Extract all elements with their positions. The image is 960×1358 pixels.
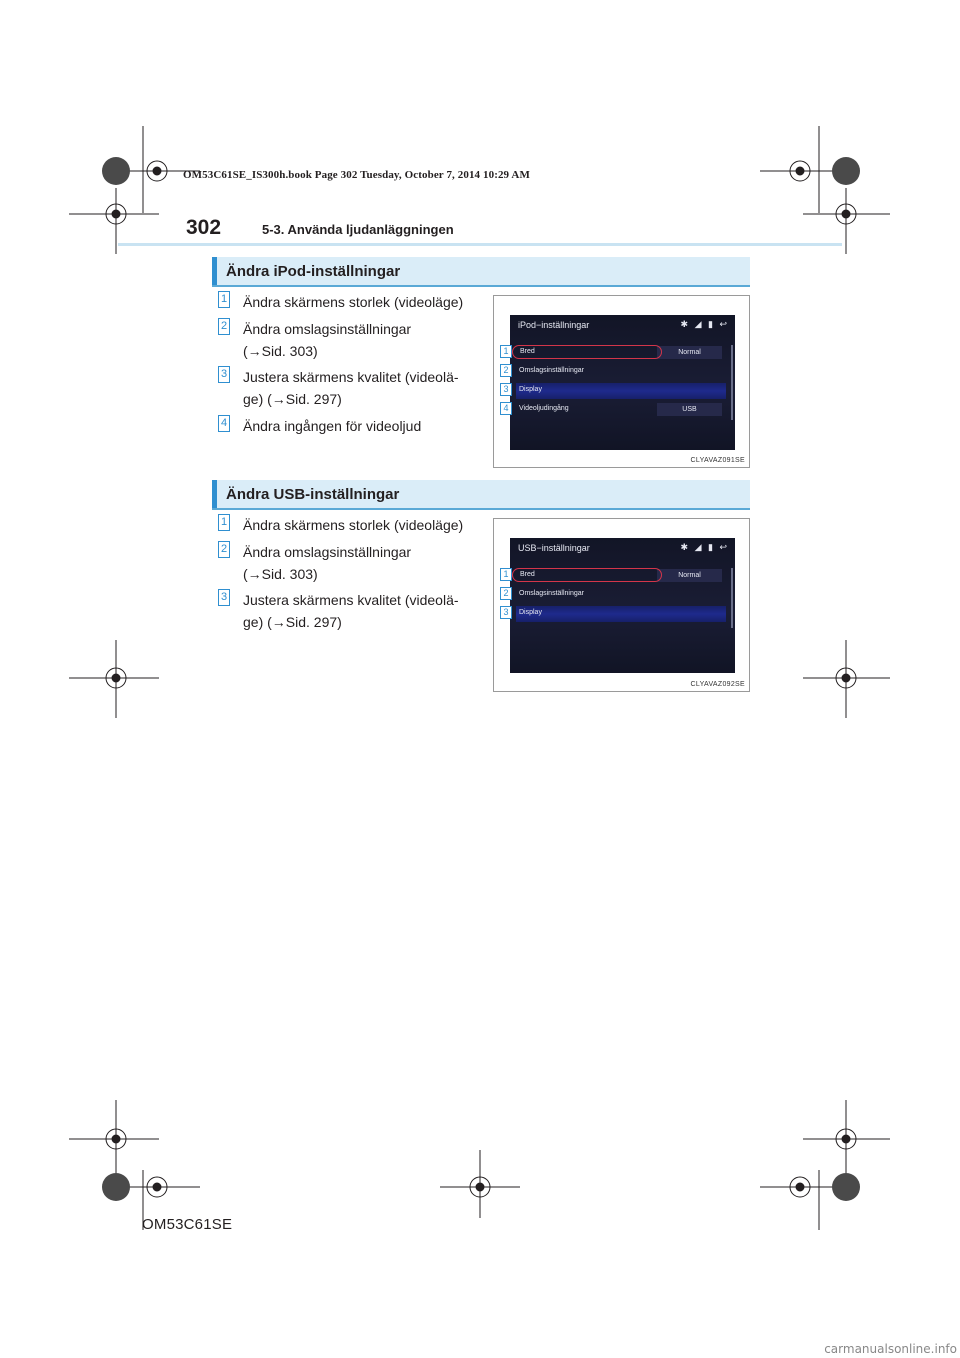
setting-value: Normal: [657, 346, 722, 359]
list-item: [218, 415, 476, 437]
setting-label: Videoljudingång: [519, 405, 569, 412]
section-heading-text: Ändra USB-inställningar: [226, 486, 400, 503]
list-item: [218, 589, 476, 633]
scrollbar[interactable]: [731, 345, 733, 420]
item-text: Ändra omslagsinställningar: [243, 544, 412, 560]
item-number: 3: [218, 366, 230, 383]
setting-value: USB: [657, 403, 722, 416]
setting-label: Display: [519, 386, 542, 393]
setting-row-omslag[interactable]: [516, 587, 726, 603]
setting-row-videoljud[interactable]: [516, 402, 726, 418]
section-heading-ipod: [212, 257, 750, 287]
item-text-line2: ge) (→Sid. 297): [243, 614, 342, 630]
display-screen: [510, 315, 735, 450]
display-screen: [510, 538, 735, 673]
callout-4: 4: [500, 402, 512, 415]
setting-label: Omslagsinställningar: [519, 367, 584, 374]
watermark: carmanualsonline.info: [824, 1342, 957, 1356]
item-number: 2: [218, 541, 230, 558]
screen-title: USB−inställningar: [518, 543, 590, 553]
section-title: 5-3. Använda ljudanläggningen: [262, 222, 454, 237]
screen-title: iPod−inställningar: [518, 320, 590, 330]
header-rule: [118, 243, 842, 246]
image-caption: CLYAVAZ092SE: [690, 681, 745, 688]
print-header: OM53C61SE_IS300h.book Page 302 Tuesday, October 7, 2014 10:29 AM: [183, 169, 530, 181]
setting-row-omslag[interactable]: [516, 364, 726, 380]
ipod-settings-screenshot: [493, 295, 750, 468]
image-caption: CLYAVAZ091SE: [690, 457, 745, 464]
callout-2: 2: [500, 364, 512, 377]
heading-bar: [212, 257, 217, 285]
list-item: [218, 318, 476, 362]
footer-code: OM53C61SE: [142, 1216, 233, 1233]
section-heading-usb: [212, 480, 750, 510]
item-text-line2: ge) (→Sid. 297): [243, 391, 342, 407]
callout-3: 3: [500, 383, 512, 396]
item-number: 1: [218, 291, 230, 308]
item-number: 1: [218, 514, 230, 531]
item-number: 4: [218, 415, 230, 432]
item-text-line2: (→Sid. 303): [243, 343, 318, 359]
list-item: [218, 541, 476, 585]
setting-label: Bred: [520, 571, 535, 578]
item-text: Ändra ingången för videoljud: [243, 418, 422, 434]
callout-1: 1: [500, 568, 512, 581]
list-item: [218, 366, 476, 410]
setting-row-display[interactable]: [516, 606, 726, 622]
status-icons: ✱ ◢ ▮ ↩: [680, 319, 729, 329]
setting-label: Omslagsinställningar: [519, 590, 584, 597]
setting-label: Display: [519, 609, 542, 616]
setting-label: Bred: [520, 348, 535, 355]
callout-2: 2: [500, 587, 512, 600]
item-text: Ändra skärmens storlek (videoläge): [243, 517, 464, 533]
item-text: Ändra skärmens storlek (videoläge): [243, 294, 464, 310]
scrollbar[interactable]: [731, 568, 733, 628]
setting-value: Normal: [657, 569, 722, 582]
page-number: 302: [186, 216, 222, 239]
callout-3: 3: [500, 606, 512, 619]
item-number: 3: [218, 589, 230, 606]
item-text: Ändra omslagsinställningar: [243, 321, 412, 337]
list-item: [218, 514, 476, 536]
highlight-oval: [512, 568, 662, 582]
status-icons: ✱ ◢ ▮ ↩: [680, 542, 729, 552]
item-text: Justera skärmens kvalitet (videolä-: [243, 592, 459, 608]
list-item: [218, 291, 476, 313]
highlight-oval: [512, 345, 662, 359]
section-heading-text: Ändra iPod-inställningar: [226, 263, 401, 280]
item-number: 2: [218, 318, 230, 335]
item-text-line2: (→Sid. 303): [243, 566, 318, 582]
usb-settings-screenshot: [493, 518, 750, 692]
heading-bar: [212, 480, 217, 508]
item-text: Justera skärmens kvalitet (videolä-: [243, 369, 459, 385]
callout-1: 1: [500, 345, 512, 358]
setting-row-display[interactable]: [516, 383, 726, 399]
